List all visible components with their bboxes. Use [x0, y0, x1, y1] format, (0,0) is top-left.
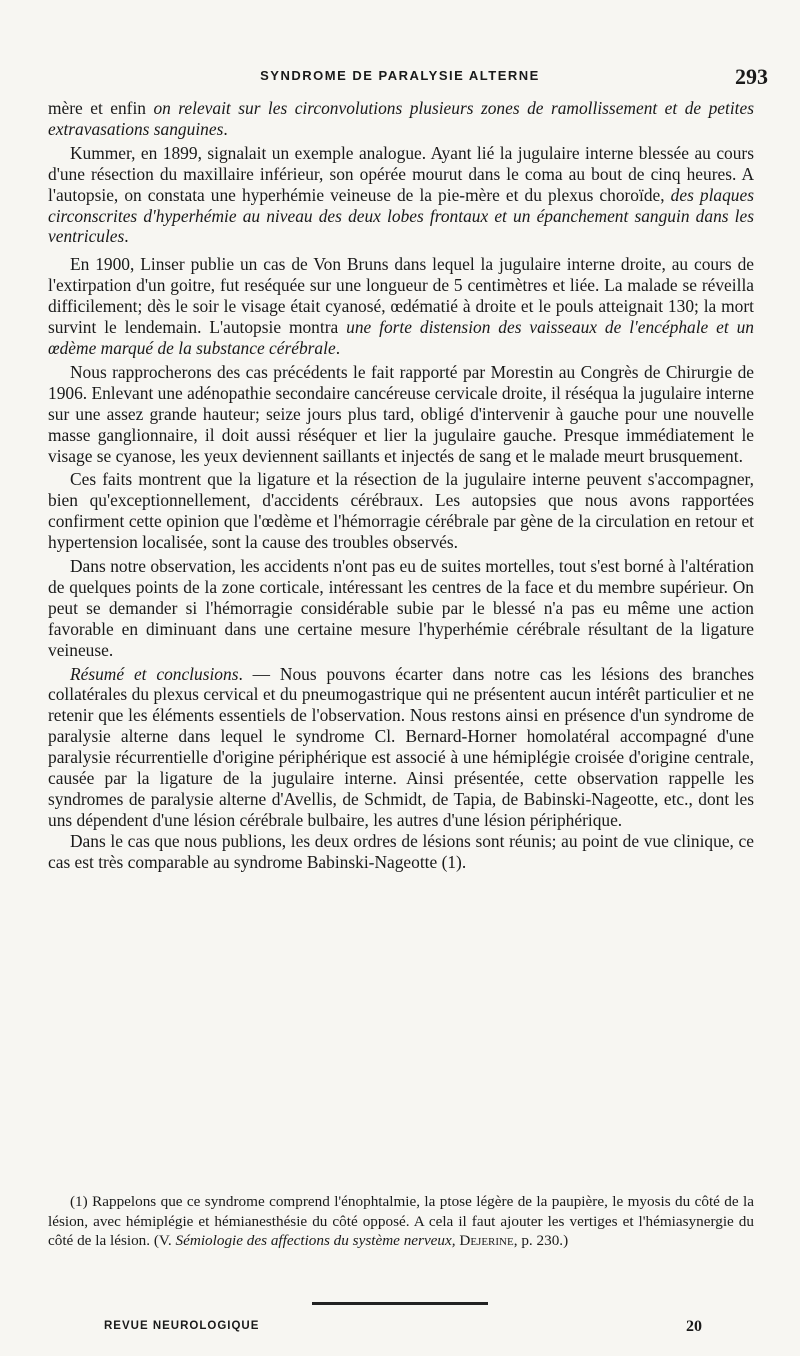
footnote [48, 1192, 754, 1251]
text-segment: . [124, 226, 129, 247]
text-segment: Ces faits montrent que la ligature et la résection de la jugulaire interne peuvent s'accompagner, bien qu'exceptionnellement, d'accidents cérébraux. Les autopsies que nous avons rapportées confirment cette opinion que l'œdème et l'hémorragie cérébrale par gène de la circulation en retour et hypertension localisée, sont la cause des troubles observés. [48, 469, 754, 553]
text-segment: Dans notre observation, les accidents n'ont pas eu de suites mortelles, tout s'est borné à l'altération de quelques points de la zone corticale, intéressant les centres de la face et du membre supérieur. On peut se demander si l'hémorragie considérable subie par le blessé n'a pas eu même une action favorable en diminuant dans une certaine mesure l'hyperhémie cérébrale résultant de la ligature veineuse. [48, 556, 754, 660]
paragraph [48, 556, 754, 661]
text-segment: Nous rapprocherons des cas précédents le fait rapporté par Morestin au Congrès de Chirurgie de 1906. Enlevant une adénopathie secondaire cancéreuse cervicale droite, il réséqua la jugulaire interne sur une assez grande hauteur; seize jours plus tard, obligé d'intervenir à gauche pour une nouvelle masse ganglionnaire, il doit aussi réséquer et lier la jugulaire gauche. Presque immédiatement le visage se cyanose, les yeux deviennent saillants et injectés de sang et le malade meurt brusquement. [48, 361, 754, 466]
italic-text-segment: des plaques circonscrites d'hyperhémie au niveau des deux lobes frontaux et un épanchement sanguin dans les ventricules [48, 184, 754, 247]
footer-rule [312, 1302, 488, 1305]
text-segment: Dans le cas que nous publions, les deux ordres de lésions sont réunis; au point de vue clinique, ce cas est très comparable au syndrome Babinski-Nageotte (1). [48, 830, 754, 872]
paragraph [48, 254, 754, 359]
journal-name: REVUE NEUROLOGIQUE [104, 1320, 260, 1332]
text-segment: . — Nous pouvons écarter dans notre cas les lésions des branches collatérales du plexus cervical et du pneumogastrique qui ne présentent aucun intérêt particulier et ne retenir que les éléments essentiels de l'observation. Nous restons ainsi en présence d'un syndrome de paralysie alterne dans lequel le syndrome Cl. Bernard-Horner homolatéral accompagné d'une paralysie récurrentielle d'origine périphérique est associé à une hémiplégie croisée d'origine centrale, causée par la ligature de la jugulaire interne. Ainsi présentée, cette observation rappelle les syndromes de paralysie alterne d'Avellis, de Schmidt, de Tapia, de Babinski-Nageotte, etc., dont les uns dépendent d'une lésion cérébrale bulbaire, les autres d'une lésion périphérique. [48, 663, 754, 830]
paragraph [48, 831, 754, 873]
text-segment: . [223, 118, 228, 139]
page-footer [0, 1318, 800, 1348]
running-title: SYNDROME DE PARALYSIE ALTERNE [260, 68, 540, 83]
body-text [48, 98, 754, 873]
page-number: 293 [735, 64, 768, 89]
text-segment: . [335, 337, 341, 358]
author-name: Dejerine [459, 1232, 514, 1249]
text-segment: En 1900, Linser publie un cas de Von Bruns dans lequel la jugulaire interne droite, au cours de l'extirpation d'un goitre, fut reséquée sur une longueur de 5 centimètres et liée. La malade se réveilla difficilement; dès le soir le visage était cyanosé, œdématié à droite et le pouls atteignait 130; la mort survint le lendemain. L'autopsie montra [48, 254, 754, 338]
signature-number: 20 [686, 1318, 702, 1335]
text-segment: (1) Rappelons que ce syndrome comprend l'énophtalmie, la ptose légère de la paupière, le myosis du côté de la lésion, avec hémiplégie et hémianesthésie du côté opposé. A cela il faut ajouter les vertiges et l'hémiasynergie du côté de la lésion. (V. [48, 1193, 754, 1249]
paragraph [48, 469, 754, 553]
text-segment: Kummer, en 1899, signalait un exemple analogue. Ayant lié la jugulaire interne blessée au cours d'une résection du maxillaire inférieur, son opérée mourut dans le coma au bout de cinq heures. A l'autopsie, on constata une hyperhémie veineuse de la pie-mère et du plexus choroïde, [48, 142, 754, 205]
paragraph [48, 664, 754, 831]
italic-text-segment: on relevait sur les circonvolutions plusieurs zones de ramollissement et de petites extravasations sanguines [48, 98, 754, 139]
paragraph [48, 98, 754, 140]
italic-text-segment: Sémiologie des affections du système nerveux, [175, 1232, 456, 1249]
paragraph [48, 143, 754, 248]
text-segment: mère et enfin [48, 98, 154, 118]
italic-text-segment: Résumé et conclusions [70, 663, 239, 684]
page-header [0, 64, 800, 88]
text-segment: , p. 230.) [513, 1232, 569, 1249]
italic-text-segment: une forte distension des vaisseaux de l'encéphale et un œdème marqué de la substance cérébrale [48, 317, 755, 358]
paragraph [48, 362, 754, 467]
